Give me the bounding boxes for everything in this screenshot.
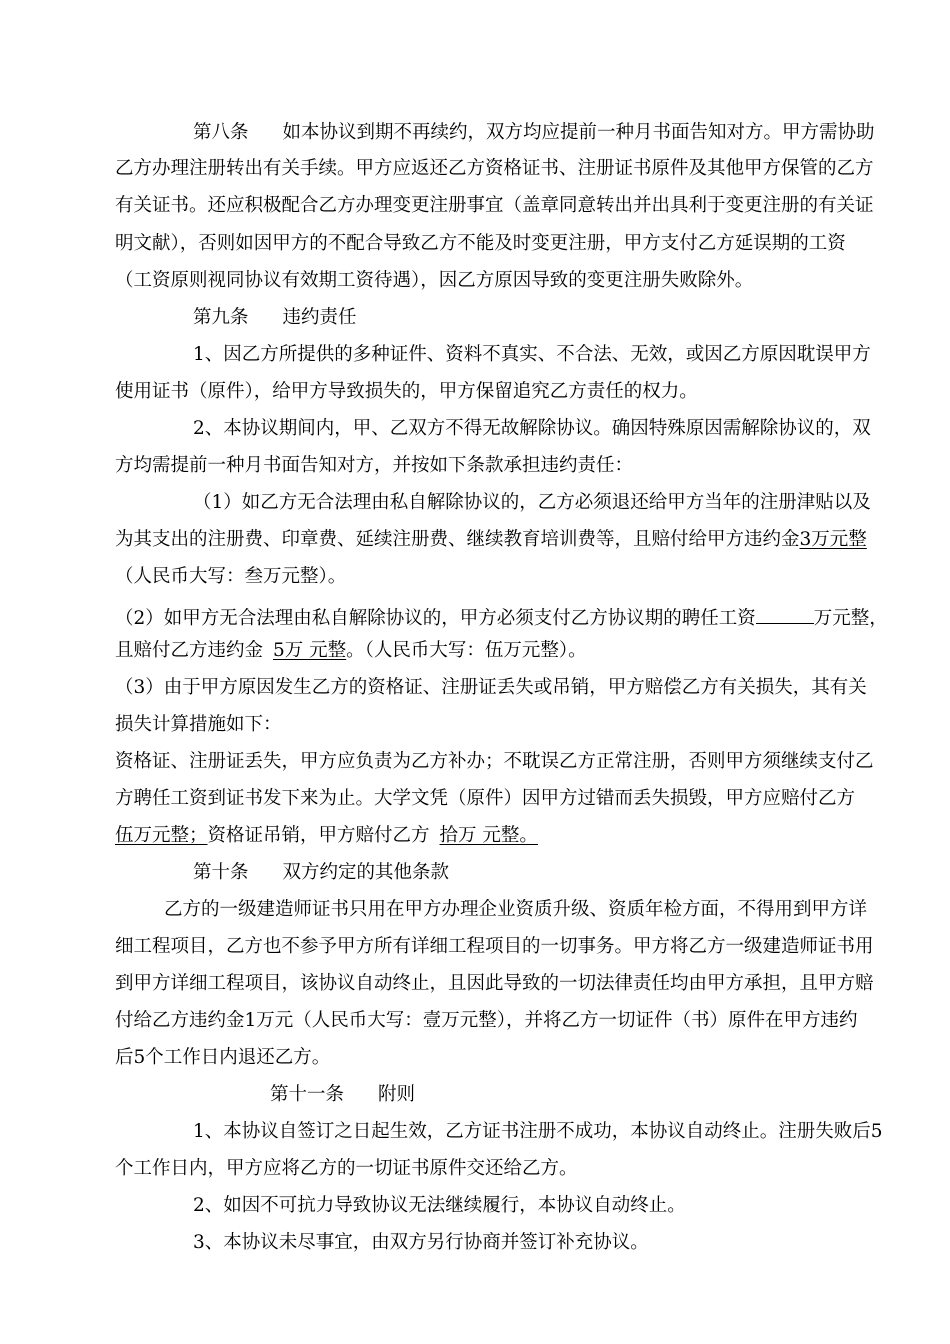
clause-2-line-1 (115, 605, 888, 629)
clause-3-line-4: 方聘任工资到证书发下来为止。大学文凭（原件）因甲方过错而丢失损毁，甲方应赔付乙方 (115, 788, 856, 809)
article-9-heading (193, 309, 357, 328)
article-9-p2-line-2: 方均需提前一种月书面告知对方，并按如下条款承担违约责任： (115, 455, 634, 476)
article-8-line-4: 明文献），否则如因甲方的不配合导致乙方不能及时变更注册，甲方支付乙方延误期的工资 (115, 233, 846, 254)
clause-2-penalty-amount: 5万 元整 (273, 640, 347, 661)
article-9-title: 第九条 (193, 307, 249, 328)
clause-2-unit: 万元整， (813, 608, 888, 629)
clause-1-text: 为其支出的注册费、印章费、延续注册费、继续教育培训费等，且赔付给甲方违约金 (115, 529, 800, 550)
article-10-line-5: 后5个工作日内退还乙方。 (115, 1047, 331, 1068)
article-11-heading (270, 1086, 415, 1105)
salary-blank-field (756, 605, 814, 624)
article-11-heading-text: 附则 (378, 1084, 416, 1105)
article-11-p2: 2、如因不可抗力导致协议无法继续履行，本协议自动终止。 (193, 1195, 686, 1216)
article-8-text: 如本协议到期不再续约，双方均应提前一种月书面告知对方。甲方需协助 (282, 122, 875, 143)
article-10-heading-text: 双方约定的其他条款 (282, 862, 450, 883)
clause-2-penalty-words: 。（人民币大写：伍万元整）。 (346, 640, 587, 661)
revocation-compensation: 拾万 元整。 (439, 825, 538, 846)
article-10-line-3: 到甲方详细工程项目，该协议自动终止，且因此导致的一切法律责任均由甲方承担，且甲方赔 (115, 973, 874, 994)
article-9-p1-line-2: 使用证书（原件），给甲方导致损失的，甲方保留追究乙方责任的权力。 (115, 381, 698, 402)
article-10-title: 第十条 (193, 862, 249, 883)
article-9-heading-text: 违约责任 (282, 307, 357, 328)
article-11-p1-line-2: 个工作日内，甲方应将乙方的一切证书原件交还给乙方。 (115, 1158, 578, 1179)
article-11-p1-line-1: 1、本协议自签订之日起生效，乙方证书注册不成功，本协议自动终止。注册失败后5 (193, 1121, 883, 1142)
article-11-p3: 3、本协议未尽事宜，由双方另行协商并签订补充协议。 (193, 1232, 649, 1253)
clause-3-line-2: 损失计算措施如下： (115, 714, 282, 735)
clause-2-penalty-label: 且赔付乙方违约金 (115, 640, 264, 661)
clause-1-line-1: （1）如乙方无合法理由私自解除协议的，乙方必须退还给甲方当年的注册津贴以及 (193, 492, 871, 513)
article-8-line-1 (193, 124, 875, 143)
clause-2-line-2 (115, 642, 587, 661)
article-11-title: 第十一条 (270, 1084, 345, 1105)
article-8-line-5: （工资原则视同协议有效期工资待遇），因乙方原因导致的变更注册失败除外。 (115, 270, 754, 291)
article-8-line-3: 有关证书。还应积极配合乙方办理变更注册事宜（盖章同意转出并出具利于变更注册的有关证 (115, 195, 874, 216)
article-8-title: 第八条 (193, 122, 249, 143)
article-9-p2-line-1: 2、本协议期间内，甲、乙双方不得无故解除协议。确因特殊原因需解除协议的，双 (193, 418, 871, 439)
article-10-line-2: 细工程项目，乙方也不参予甲方所有详细工程项目的一切事务。甲方将乙方一级建造师证书用 (115, 936, 874, 957)
clause-1-line-3: （人民币大写：叁万元整）。 (115, 566, 347, 587)
article-10-heading (193, 864, 449, 883)
clause-2-text: （2）如甲方无合法理由私自解除协议的，甲方必须支付乙方协议期的聘任工资 (115, 608, 756, 629)
clause-3-line-1: （3）由于甲方原因发生乙方的资格证、注册证丢失或吊销，甲方赔偿乙方有关损失，其有关 (115, 677, 867, 698)
clause-1-line-2 (115, 531, 867, 550)
article-10-line-1: 乙方的一级建造师证书只用在甲方办理企业资质升级、资质年检方面，不得用到甲方详 (164, 899, 868, 920)
clause-3-line-5 (115, 827, 538, 846)
clause-1-penalty-amount: 3万元整 (799, 529, 867, 550)
article-10-line-4: 付给乙方违约金1万元（人民币大写：壹万元整），并将乙方一切证件（书）原件在甲方违约 (115, 1010, 858, 1031)
diploma-compensation: 伍万元整； (115, 825, 208, 846)
article-8-line-2: 乙方办理注册转出有关手续。甲方应返还乙方资格证书、注册证书原件及其他甲方保管的乙方 (115, 158, 874, 179)
article-9-p1-line-1: 1、因乙方所提供的多种证件、资料不真实、不合法、无效，或因乙方原因耽误甲方 (193, 344, 871, 365)
clause-3-line-3: 资格证、注册证丢失，甲方应负责为乙方补办；不耽误乙方正常注册，否则甲方须继续支付乙 (115, 751, 874, 772)
revocation-text: 资格证吊销，甲方赔付乙方 (207, 825, 430, 846)
